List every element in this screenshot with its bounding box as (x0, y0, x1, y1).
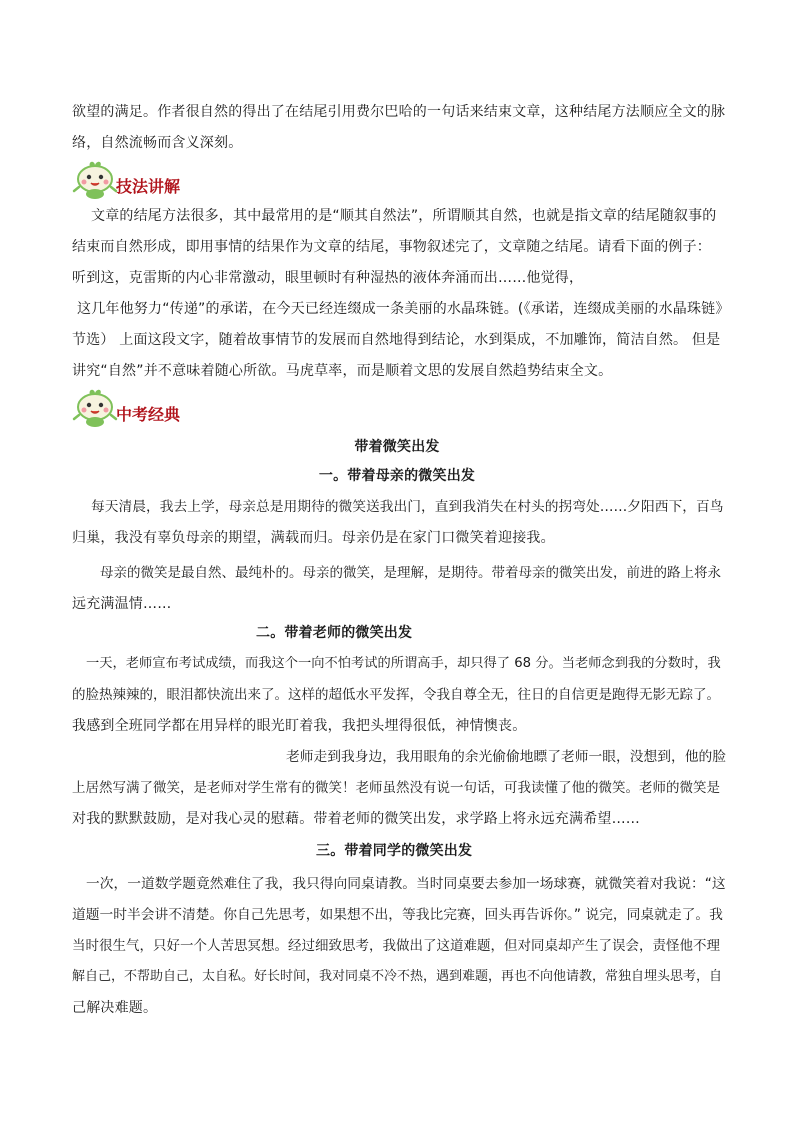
paragraph-line: 文章的结尾方法很多，其中最常用的是“顺其自然法”，所谓顺其自然，也就是指文章的结尾随叙事的 (91, 208, 717, 224)
essay-title: 带着微笑出发 (354, 439, 440, 455)
paragraph-line: 解自己，不帮助自己，太自私。好长时间，我对同桌不冷不热，遇到难题，再也不向他请教，常独自埋头思考，自 (72, 969, 723, 984)
paragraph-line: 听到这，克雷斯的内心非常激动，眼里顿时有种湿热的液体奔涌而出……他觉得， (72, 270, 584, 286)
paragraph-line: 归巢，我没有辜负母亲的期望，满载而归。母亲仍是在家门口微笑着迎接我。 (72, 530, 555, 546)
paragraph-line: 母亲的微笑是最自然、最纯朴的。母亲的微笑，是理解，是期待。带着母亲的微笑出发，前进的路上将永 (100, 565, 721, 581)
paragraph-line: 远充满温情…… (72, 596, 172, 612)
paragraph-line: 节选） 上面这段文字，随着故事情节的发展而自然地得到结论，水到渠成，不加雕饰，简洁自然。 但是 (72, 332, 721, 348)
paragraph-line: 当时很生气，只好一个人苦思冥想。经过细致思考，我做出了这道难题，但对同桌却产生了误会，责怪他不理 (72, 938, 720, 954)
paragraph-line: 己解决难题。 (72, 1000, 158, 1016)
paragraph-line: 一天，老师宣布考试成绩，而我这个一向不怕考试的所谓高手，却只得了 68 分。当老师念到我的分数时，我 (86, 656, 721, 671)
paragraph-line: 上居然写满了微笑，是老师对学生常有的微笑！老师虽然没有说一句话，可我读懂了他的微笑。老师的微笑是 (72, 780, 720, 796)
intro-line: 络，自然流畅而含义深刻。 (72, 135, 243, 151)
paragraph-line: 讲究“自然”并不意味着随心所欲。马虎草率，而是顺着文思的发展自然趋势结束全文。 (72, 363, 613, 379)
paragraph-line: 的脸热辣辣的，眼泪都快流出来了。这样的超低水平发挥，令我自尊全无，往日的自信更是跑得无影无踪了。 (72, 687, 720, 703)
paragraph-line: 这几年他努力“传递”的承诺，在今天已经连缀成一条美丽的水晶珠链。(《承诺，连缀成美丽的水晶珠链》 (77, 301, 730, 317)
paragraph-line: 老师走到我身边，我用眼角的余光偷偷地瞟了老师一眼，没想到，他的脸 (286, 749, 727, 765)
part-heading: 二。带着老师的微笑出发 (256, 625, 413, 641)
mascot-icon (72, 388, 118, 428)
paragraph-line: 每天清晨，我去上学，母亲总是用期待的微笑送我出门，直到我消失在村头的拐弯处……夕阳西下，百鸟 (91, 499, 724, 515)
intro-line: 欲望的满足。作者很自然的得出了在结尾引用费尔巴哈的一句话来结束文章，这种结尾方法顺应全文的脉 (72, 104, 726, 120)
paragraph-line: 一次，一道数学题竟然难住了我，我只得向同桌请教。当时同桌要去参加一场球赛，就微笑着对我说：“这 (86, 876, 726, 892)
section-heading-classic (72, 388, 180, 428)
part-heading: 三。带着同学的微笑出发 (316, 843, 473, 859)
paragraph-line: 我感到全班同学都在用异样的眼光盯着我，我把头埋得很低，神情懊丧。 (72, 718, 527, 734)
section-title: 中考经典 (116, 404, 181, 424)
mascot-icon (72, 160, 118, 200)
section-heading-technique (72, 160, 180, 200)
paragraph-line: 结束而自然形成，即用事情的结果作为文章的结尾，事物叙述完了，文章随之结尾。请看下面的例子： (72, 239, 711, 255)
part-heading: 一。带着母亲的微笑出发 (318, 468, 476, 484)
paragraph-line: 道题一时半会讲不清楚。你自己先思考，如果想不出，等我比完赛，回头再告诉你。” 说完，同桌就走了。我 (72, 907, 723, 923)
section-title: 技法讲解 (116, 176, 181, 196)
paragraph-line: 对我的默默鼓励，是对我心灵的慰藉。带着老师的微笑出发，求学路上将永远充满希望…… (72, 811, 640, 827)
